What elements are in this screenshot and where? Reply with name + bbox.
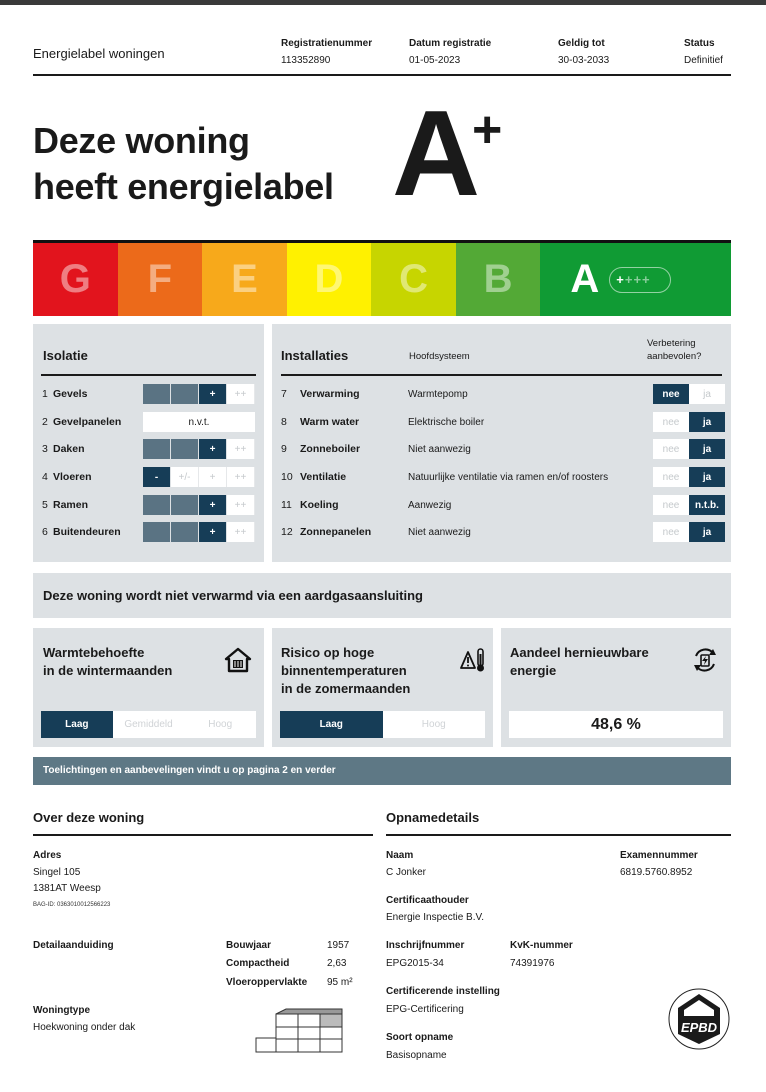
warmtebehoefte-scale xyxy=(41,711,256,738)
status-label: Status xyxy=(684,38,715,49)
kvk-label: KvK-nummer xyxy=(510,940,573,951)
woningtype-value: Hoekwoning onder dak xyxy=(33,1022,136,1033)
rating-cell: + xyxy=(199,467,227,487)
warmtebehoefte-panel xyxy=(33,628,264,747)
rating-cell: ++ xyxy=(227,522,255,542)
installatie-row-label: Zonnepanelen xyxy=(300,526,372,538)
inschrijfnummer-value: EPG2015-34 xyxy=(386,958,444,969)
scale-class-b xyxy=(456,243,541,316)
scale-class-c xyxy=(371,243,456,316)
risico-scale xyxy=(280,711,485,738)
verbetering-toggle xyxy=(653,439,725,459)
option-nee: nee xyxy=(653,522,689,542)
certificerende-instelling-value: EPG-Certificering xyxy=(386,1004,464,1015)
certificaathouder-label: Certificaathouder xyxy=(386,895,469,906)
isolatie-panel xyxy=(33,324,264,562)
scale-class-b-label: B xyxy=(483,257,513,301)
verbetering-header xyxy=(647,337,701,363)
installatie-row-label: Zonneboiler xyxy=(300,443,361,455)
risico-title-line-3: in de zomermaanden xyxy=(281,681,411,696)
house-heat-icon xyxy=(224,646,252,674)
risico-panel xyxy=(272,628,493,747)
option-ja-selected: ja xyxy=(689,412,725,432)
hernieuwbaar-value: 48,6 % xyxy=(509,711,723,738)
plus-indicator xyxy=(609,267,671,293)
geldig-tot-field xyxy=(558,38,609,66)
adres-line-1: Singel 105 xyxy=(33,867,81,878)
energy-label-letter: A xyxy=(392,85,481,221)
rating-cell: ++ xyxy=(227,495,255,515)
scale-class-f-label: F xyxy=(147,257,173,301)
rating-cell-selected: - xyxy=(143,467,171,487)
installatie-row-warm-water xyxy=(272,408,731,436)
rating-cell: +/- xyxy=(171,467,199,487)
rating-cell xyxy=(171,439,199,459)
rating-cell-selected: + xyxy=(199,439,227,459)
status-value: Definitief xyxy=(684,55,723,66)
scale-class-c-label: C xyxy=(399,257,428,301)
installaties-title: Installaties xyxy=(281,348,349,363)
warmtebehoefte-title-line-2: in de wintermaanden xyxy=(43,663,173,678)
gas-note-panel xyxy=(33,573,731,618)
geldig-tot-value: 30-03-2033 xyxy=(558,55,610,66)
installatie-row-number: 9 xyxy=(281,443,287,455)
geldig-tot-label: Geldig tot xyxy=(558,38,605,49)
datum-registratie-field xyxy=(409,38,491,66)
rating-cell-selected: + xyxy=(199,522,227,542)
opnamedetails-divider xyxy=(386,834,731,836)
epbd-seal-icon xyxy=(666,986,732,1052)
scale-class-g-label: G xyxy=(59,257,91,301)
detailaanduiding-label: Detailaanduiding xyxy=(33,940,114,951)
scale-class-a-label: A xyxy=(570,257,600,301)
warmtebehoefte-option-hoog: Hoog xyxy=(208,719,233,730)
soort-opname-label: Soort opname xyxy=(386,1032,454,1043)
naam-label: Naam xyxy=(386,850,414,861)
isolatie-row-vloeren xyxy=(33,463,264,491)
soort-opname-value: Basisopname xyxy=(386,1050,447,1061)
installatie-row-number: 12 xyxy=(281,526,293,538)
option-nee: nee xyxy=(653,495,689,515)
gas-note-text: Deze woning wordt niet verwarmd via een aardgasaansluiting xyxy=(43,588,423,603)
verbetering-header-line-2: aanbevolen? xyxy=(647,351,702,362)
bag-id: BAG-ID: 0363010012566223 xyxy=(33,902,111,908)
compactheid-label: Compactheid xyxy=(226,958,290,969)
opnamedetails-title: Opnamedetails xyxy=(386,810,480,825)
isolatie-rating xyxy=(143,467,255,487)
headline-line-1: Deze woning xyxy=(33,120,250,161)
page-title xyxy=(33,118,334,210)
verbetering-toggle xyxy=(653,495,725,515)
verbetering-toggle xyxy=(653,384,725,404)
energy-scale xyxy=(33,240,731,316)
vloeroppervlakte-label: Vloeroppervlakte xyxy=(226,977,308,988)
document-header xyxy=(33,38,731,76)
isolatie-row-label: Buitendeuren xyxy=(53,526,121,538)
hernieuwbaar-panel xyxy=(501,628,731,747)
thermometer-warning-icon xyxy=(460,646,488,674)
datum-registratie-value: 01-05-2023 xyxy=(409,55,461,66)
registratienummer-value: 113352890 xyxy=(281,55,331,66)
warmtebehoefte-option-gemiddeld: Gemiddeld xyxy=(124,719,173,730)
option-ja-selected: ja xyxy=(689,467,725,487)
installatie-row-verwarming xyxy=(272,380,731,408)
rating-cell xyxy=(143,495,171,515)
scale-class-a xyxy=(540,243,731,316)
corner-house-icon xyxy=(254,1008,346,1054)
rating-cell xyxy=(171,495,199,515)
installatie-row-system: Warmtepomp xyxy=(408,388,468,400)
toelichting-banner: Toelichtingen en aanbevelingen vindt u op pagina 2 en verder xyxy=(33,757,731,785)
installatie-row-system: Aanwezig xyxy=(408,499,452,511)
option-nee: nee xyxy=(653,412,689,432)
isolatie-row-gevelpanelen xyxy=(33,408,264,436)
warmtebehoefte-title-line-1: Warmtebehoefte xyxy=(43,645,145,660)
hernieuwbaar-title-line-2: energie xyxy=(510,663,557,678)
scale-class-f xyxy=(118,243,203,316)
option-ja-selected: ja xyxy=(689,522,725,542)
kvk-value: 74391976 xyxy=(510,958,555,969)
installaties-panel xyxy=(272,324,731,562)
rating-not-applicable: n.v.t. xyxy=(143,412,255,432)
isolatie-rating xyxy=(143,522,255,542)
rating-cell xyxy=(171,384,199,404)
top-border xyxy=(0,0,766,5)
rating-cell xyxy=(143,522,171,542)
isolatie-row-daken xyxy=(33,435,264,463)
isolatie-title: Isolatie xyxy=(43,348,88,363)
installatie-row-label: Warm water xyxy=(300,416,360,428)
installatie-row-number: 11 xyxy=(281,499,292,511)
option-nee: nee xyxy=(653,467,689,487)
bouwjaar-label: Bouwjaar xyxy=(226,940,272,951)
verbetering-toggle xyxy=(653,412,725,432)
energy-label-plus: + xyxy=(472,101,503,159)
isolatie-row-label: Ramen xyxy=(53,499,89,511)
isolatie-row-label: Vloeren xyxy=(53,471,92,483)
document-title: Energielabel woningen xyxy=(33,46,165,61)
installaties-divider xyxy=(281,374,722,376)
risico-title-line-2: binnentemperaturen xyxy=(281,663,407,678)
installatie-row-zonneboiler xyxy=(272,435,731,463)
over-woning-divider xyxy=(33,834,373,836)
installatie-row-system: Niet aanwezig xyxy=(408,526,471,538)
rating-cell: ++ xyxy=(227,384,255,404)
headline-line-2: heeft energielabel xyxy=(33,166,334,207)
isolatie-row-label: Gevels xyxy=(53,388,88,400)
option-nee-selected: nee xyxy=(653,384,689,404)
installatie-row-label: Koeling xyxy=(300,499,339,511)
isolatie-rating xyxy=(143,439,255,459)
plus-indicator-off: +++ xyxy=(624,272,651,287)
isolatie-row-number: 1 xyxy=(42,388,48,400)
rating-cell xyxy=(143,439,171,459)
isolatie-row-label: Gevelpanelen xyxy=(53,416,122,428)
installatie-row-label: Ventilatie xyxy=(300,471,347,483)
option-ja: ja xyxy=(689,384,725,404)
warmtebehoefte-title xyxy=(43,644,172,680)
rating-cell: ++ xyxy=(227,439,255,459)
adres-label: Adres xyxy=(33,850,62,861)
risico-option-laag: Laag xyxy=(280,711,383,738)
isolatie-row-number: 4 xyxy=(42,471,48,483)
hernieuwbaar-title-line-1: Aandeel hernieuwbare xyxy=(510,645,649,660)
isolatie-rating xyxy=(143,384,255,404)
verbetering-header-line-1: Verbetering xyxy=(647,338,696,349)
isolatie-row-gevels xyxy=(33,380,264,408)
rating-cell-selected: + xyxy=(199,384,227,404)
warmtebehoefte-option-laag: Laag xyxy=(41,711,113,738)
installatie-row-zonnepanelen xyxy=(272,518,731,546)
isolatie-row-ramen xyxy=(33,491,264,519)
seal-text: EPBD xyxy=(680,1020,718,1035)
installatie-row-system: Niet aanwezig xyxy=(408,443,471,455)
isolatie-row-number: 5 xyxy=(42,499,48,511)
examennummer-label: Examennummer xyxy=(620,850,698,861)
scale-class-d-label: D xyxy=(314,257,344,301)
isolatie-row-label: Daken xyxy=(53,443,85,455)
installatie-row-ventilatie xyxy=(272,463,731,491)
option-ntb-selected: n.t.b. xyxy=(689,495,725,515)
risico-title xyxy=(281,644,410,698)
hernieuwbaar-title xyxy=(510,644,649,680)
option-nee: nee xyxy=(653,439,689,459)
status-field xyxy=(684,38,723,66)
risico-title-line-1: Risico op hoge xyxy=(281,645,375,660)
certificaathouder-value: Energie Inspectie B.V. xyxy=(386,912,485,923)
woningtype-label: Woningtype xyxy=(33,1005,91,1016)
installatie-row-system: Natuurlijke ventilatie via ramen en/of roosters xyxy=(408,471,609,483)
isolatie-divider xyxy=(41,374,256,376)
registratienummer-label: Registratienummer xyxy=(281,38,373,49)
installatie-row-number: 10 xyxy=(281,471,293,483)
naam-value: C Jonker xyxy=(386,867,427,878)
hoofdsysteem-header: Hoofdsysteem xyxy=(409,351,470,362)
isolatie-row-number: 6 xyxy=(42,526,48,538)
inschrijfnummer-label: Inschrijfnummer xyxy=(386,940,465,951)
scale-class-d xyxy=(287,243,372,316)
verbetering-toggle xyxy=(653,467,725,487)
datum-registratie-label: Datum registratie xyxy=(409,38,492,49)
certificerende-instelling-label: Certificerende instelling xyxy=(386,986,500,997)
plus-indicator-on: + xyxy=(616,272,625,287)
isolatie-row-number: 3 xyxy=(42,443,48,455)
scale-class-g xyxy=(33,243,118,316)
registratienummer-field xyxy=(281,38,372,66)
option-ja-selected: ja xyxy=(689,439,725,459)
adres-line-2: 1381AT Weesp xyxy=(33,883,101,894)
rating-cell xyxy=(171,522,199,542)
over-woning-title: Over deze woning xyxy=(33,810,145,825)
verbetering-toggle xyxy=(653,522,725,542)
installatie-row-label: Verwarming xyxy=(300,388,360,400)
scale-class-e-label: E xyxy=(231,257,258,301)
rating-cell-selected: + xyxy=(199,495,227,515)
scale-class-e xyxy=(202,243,287,316)
renewable-cycle-icon xyxy=(691,646,719,674)
compactheid-value: 2,63 xyxy=(327,958,347,969)
installatie-row-number: 7 xyxy=(281,388,287,400)
isolatie-row-number: 2 xyxy=(42,416,48,428)
rating-cell xyxy=(143,384,171,404)
isolatie-rating xyxy=(143,412,255,432)
installatie-row-number: 8 xyxy=(281,416,287,428)
risico-option-hoog: Hoog xyxy=(421,719,446,730)
installatie-row-system: Elektrische boiler xyxy=(408,416,485,428)
rating-cell: ++ xyxy=(227,467,255,487)
installatie-row-koeling xyxy=(272,491,731,519)
isolatie-rating xyxy=(143,495,255,515)
examennummer-value: 6819.5760.8952 xyxy=(620,867,693,878)
vloeroppervlakte-value: 95 m² xyxy=(327,977,353,988)
isolatie-row-buitendeuren xyxy=(33,518,264,546)
bouwjaar-value: 1957 xyxy=(327,940,350,951)
